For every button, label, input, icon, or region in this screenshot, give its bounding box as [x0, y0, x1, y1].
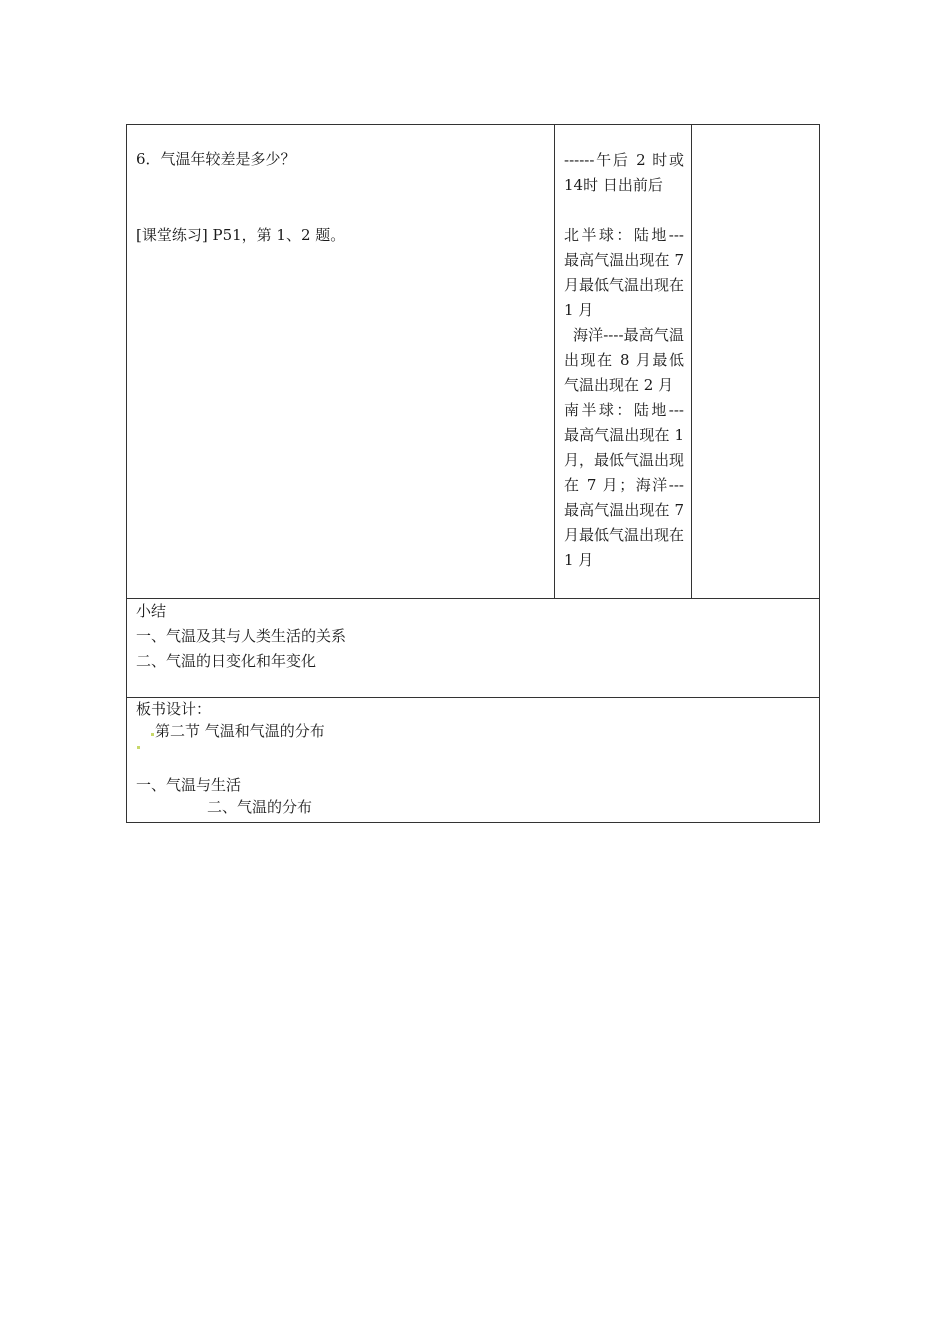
board-design-cell	[127, 698, 820, 823]
north-hemisphere-land: 北半球：陆地---最高气温出现在 7 月最低气温出现在 1 月	[564, 226, 685, 319]
north-hemisphere-ocean: 海洋----最高气温出现在 8 月最低气温出现在 2 月	[564, 326, 684, 394]
summary-row	[127, 599, 820, 698]
board-section-2: 二、气温的分布	[207, 798, 313, 816]
board-design-row	[127, 698, 820, 823]
summary-cell	[127, 599, 820, 698]
lesson-table	[126, 124, 820, 823]
board-section-1: 一、气温与生活	[136, 776, 242, 794]
content-row	[127, 125, 820, 599]
right-cell	[692, 125, 820, 599]
summary-heading: 小结	[136, 602, 167, 620]
question-6: 6．气温年较差是多少？	[136, 150, 296, 168]
board-title: 第二节 气温和气温的分布	[155, 722, 325, 740]
edit-mark	[137, 746, 140, 749]
summary-item-1: 一、气温及其与人类生活的关系	[136, 627, 347, 645]
left-cell	[127, 125, 555, 599]
edit-mark	[151, 733, 154, 736]
time-answer: ------午后 2 时或 14时 日出前后	[564, 151, 684, 194]
south-hemisphere: 南半球：陆地---最高气温出现在 1 月，最低气温出现在 7 月；海洋---最高气温出现在 7 月最低气温出现在 1 月	[564, 401, 685, 569]
answer-cell	[555, 125, 692, 599]
board-heading: 板书设计：	[136, 700, 212, 718]
summary-item-2: 二、气温的日变化和年变化	[136, 652, 317, 670]
classroom-exercise: [课堂练习] P51，第 1、2 题。	[136, 226, 346, 244]
